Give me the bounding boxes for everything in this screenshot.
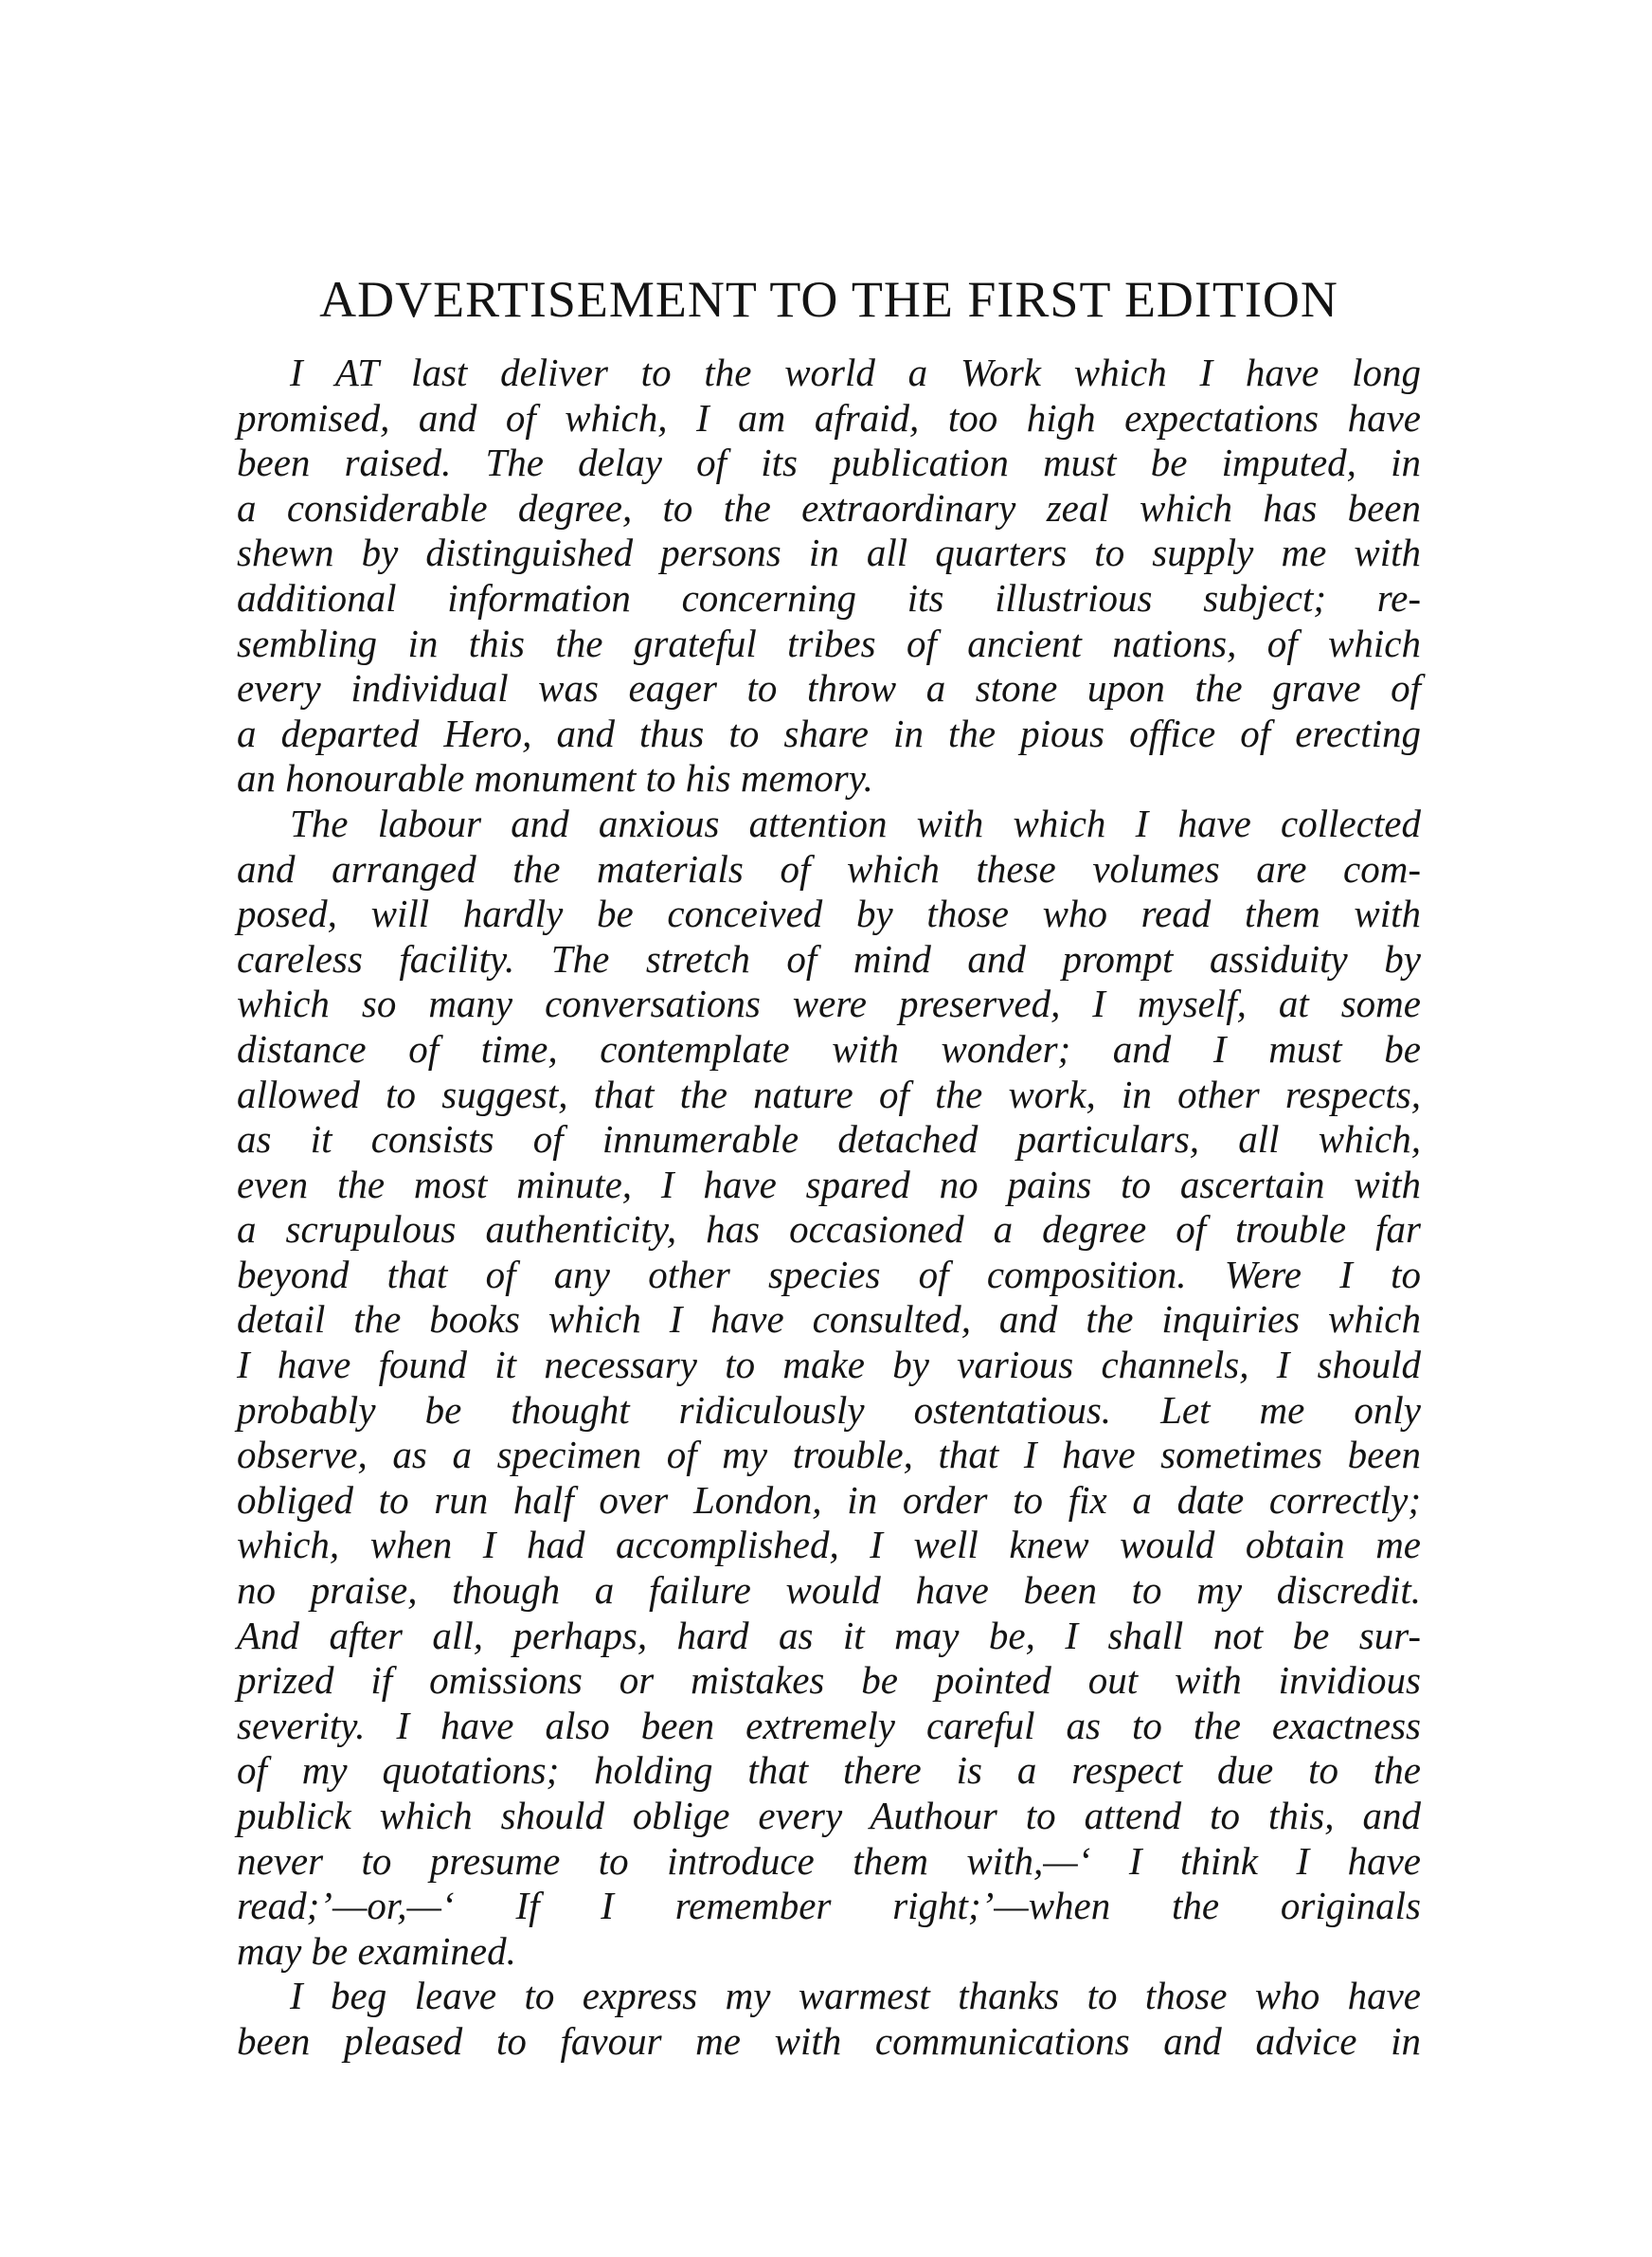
text-line: careless facility. The stretch of mind and prompt assiduity by: [237, 936, 1421, 981]
text-line: prized if omissions or mistakes be pointed out with invidious: [237, 1658, 1421, 1703]
text-line: And after all, perhaps, hard as it may be, I shall not be sur-: [237, 1613, 1421, 1657]
body-text: [237, 351, 1421, 2065]
text-line: which so many conversations were preserved, I myself, at some: [237, 982, 1421, 1026]
text-line: sembling in this the grateful tribes of ancient nations, of which: [237, 621, 1421, 665]
text-line: been raised. The delay of its publication must be imputed, in: [237, 441, 1421, 485]
page-heading: ADVERTISEMENT TO THE FIRST EDITION: [319, 271, 1338, 328]
text-line: beyond that of any other species of composition. Were I to: [237, 1252, 1421, 1296]
text-line: promised, and of which, I am afraid, too high expectations have: [237, 395, 1421, 440]
text-line: even the most minute, I have spared no pains to ascertain with: [237, 1162, 1421, 1206]
text-line: a departed Hero, and thus to share in the pious office of erecting: [237, 711, 1421, 755]
text-line: The labour and anxious attention with which I have collected: [290, 801, 1421, 845]
text-line: shewn by distinguished persons in all quarters to supply me with: [237, 531, 1421, 575]
text-line: allowed to suggest, that the nature of the work, in other respects,: [237, 1072, 1421, 1116]
text-line: read;’—or,—‘ If I remember right;’—when the originals: [237, 1884, 1421, 1928]
text-line: I have found it necessary to make by various channels, I should: [237, 1343, 1421, 1387]
text-line: additional information concerning its illustrious subject; re-: [237, 575, 1421, 620]
text-line: obliged to run half over London, in order to fix a date correctly;: [237, 1477, 1421, 1522]
text-line: no praise, though a failure would have been to my discredit.: [237, 1568, 1421, 1613]
text-line: and arranged the materials of which these volumes are com-: [237, 846, 1421, 891]
text-line: severity. I have also been extremely careful as to the exactness: [237, 1703, 1421, 1747]
text-line: every individual was eager to throw a stone upon the grave of: [237, 666, 1421, 711]
text-line: detail the books which I have consulted, and the inquiries which: [237, 1297, 1421, 1342]
text-line: observe, as a specimen of my trouble, that I have sometimes been: [237, 1433, 1421, 1477]
text-line: distance of time, contemplate with wonder; and I must be: [237, 1026, 1421, 1071]
text-line: of my quotations; holding that there is a respect due to the: [237, 1748, 1421, 1793]
text-line: an honourable monument to his memory.: [237, 756, 873, 801]
text-line: as it consists of innumerable detached particulars, all which,: [237, 1117, 1421, 1162]
text-line: never to presume to introduce them with,—‘ I think I have: [237, 1838, 1421, 1883]
text-line: posed, will hardly be conceived by those who read them with: [237, 892, 1421, 936]
text-line: probably be thought ridiculously ostentatious. Let me only: [237, 1387, 1421, 1432]
text-line: been pleased to favour me with communications and advice in: [237, 2018, 1421, 2063]
text-line: a scrupulous authenticity, has occasioned a degree of trouble far: [237, 1207, 1421, 1252]
text-line: publick which should oblige every Authour to attend to this, and: [237, 1794, 1421, 1837]
text-line: which, when I had accomplished, I well knew would obtain me: [237, 1523, 1421, 1567]
text-line: may be examined.: [237, 1928, 516, 1973]
text-line: I AT last deliver to the world a Work which I have long: [290, 351, 1421, 394]
text-line: a considerable degree, to the extraordinary zeal which has been: [237, 485, 1421, 530]
text-line: I beg leave to express my warmest thanks to those who have: [290, 1974, 1421, 2018]
